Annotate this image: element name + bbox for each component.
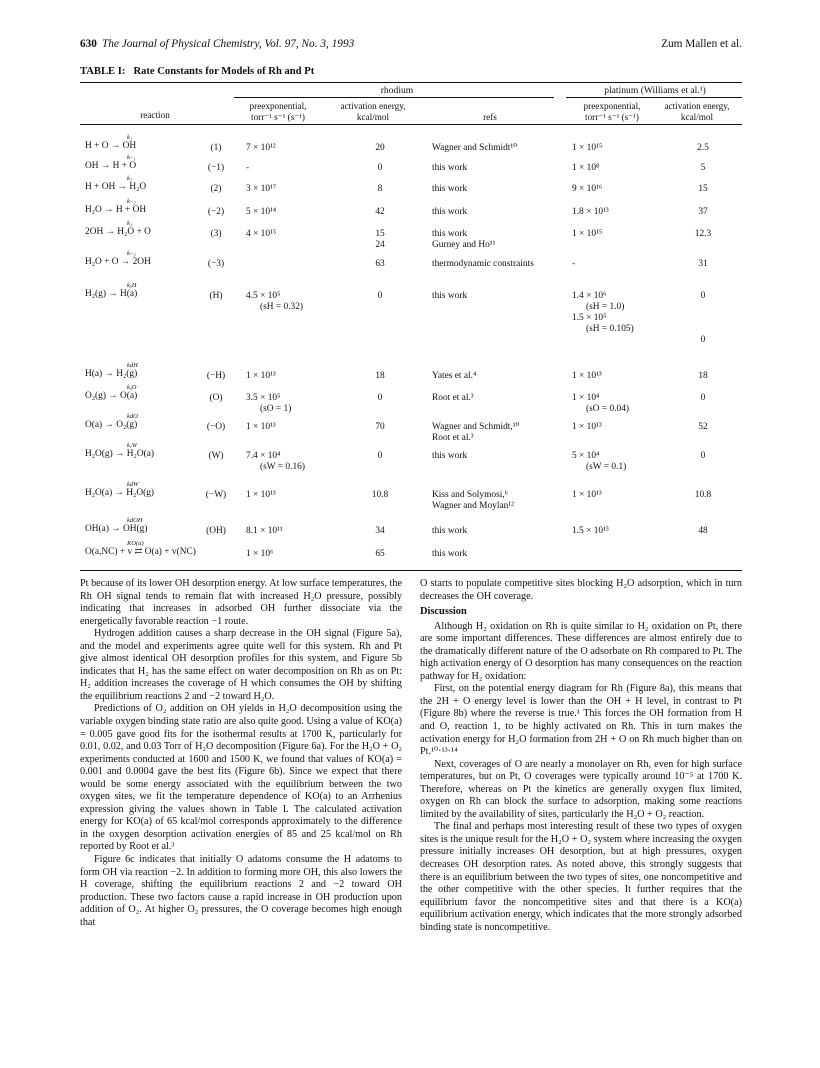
reference-line: thermodynamic constraints — [432, 259, 534, 269]
right-text-column — [420, 578, 742, 934]
left-paragraph-1: Pt because of its lower OH desorption energy. At low surface temperatures, the Rh OH signal tends to remain flat with increased H₂O pressure, possibly indicating that increases in adsorbed OH further dissociate via the energetically favorable reaction −1 route. — [80, 578, 402, 627]
group-header-rhodium: rhodium — [380, 85, 414, 96]
header-left — [80, 38, 354, 50]
reference — [432, 229, 582, 251]
pt-activation-energy-line: 48 — [698, 526, 708, 536]
reference-line: Root et al.³ — [432, 393, 474, 403]
table-label: TABLE I: — [80, 66, 126, 77]
pt-activation-energy — [667, 259, 739, 270]
reaction-equation: H₂(g) → H(a) — [85, 289, 138, 299]
pt-activation-energy — [667, 229, 739, 240]
rh-activation-energy — [345, 393, 415, 404]
reference — [432, 549, 582, 560]
pt-activation-energy-line: 0 — [700, 451, 706, 461]
reaction-number: (−2) — [207, 207, 225, 217]
rh-preexponential-line: 7.4 × 10⁴ — [246, 451, 281, 461]
pt-preexponential-line: 1.8 × 10¹³ — [572, 207, 609, 217]
reaction-equation: OH(a) → OH(g) — [85, 524, 148, 534]
rate-constant-symbol: k₋₁ — [127, 154, 136, 161]
rh-preexponential — [246, 526, 336, 537]
pt-activation-energy — [667, 371, 739, 382]
rate-constant-symbol: kdW — [127, 481, 139, 488]
pt-activation-energy — [667, 291, 739, 346]
rh-activation-energy-line: 63 — [375, 259, 385, 269]
pt-preexponential — [572, 184, 662, 195]
reference — [432, 490, 582, 512]
pt-preexponential — [572, 163, 662, 174]
col-header-rh-preexp-line1: preexponential, — [249, 101, 307, 111]
reaction-cell — [85, 175, 195, 193]
group-header-platinum: platinum (Williams et al.¹) — [604, 85, 706, 96]
pt-preexponential-line: (sH = 0.105) — [586, 324, 634, 334]
reference-line: Wagner and Moylan¹² — [432, 501, 514, 511]
pt-preexponential — [572, 490, 662, 501]
rh-activation-energy — [345, 259, 415, 270]
col-header-rh-preexp — [232, 101, 324, 123]
pt-preexponential-line: 1 × 10¹³ — [572, 490, 602, 500]
pt-activation-energy-line: 0 — [700, 335, 706, 345]
pt-activation-energy-line — [667, 302, 739, 313]
discussion-heading: Discussion — [420, 606, 467, 618]
rh-preexponential-line: 1 × 10¹³ — [246, 490, 276, 500]
rate-constant-symbol: kdOH — [127, 517, 143, 524]
rate-constant-symbol: KO(a) — [127, 540, 144, 547]
rh-preexponential-line: (sW = 0.16) — [260, 462, 305, 472]
rh-preexponential-line: 5 × 10¹⁴ — [246, 207, 277, 217]
rh-preexponential — [246, 393, 336, 415]
discussion-paragraph-2: First, on the potential energy diagram for Rh (Figure 8a), this means that the 2H + O energy level is lower than the OH + H level, in contrast to Pt (Figure 8b) where the reverse is true.¹ This forces the OH formation from H and O, reaction 1, to be highly activated on Rh. This in turn makes the activation energy for H₂O formation from 2H + O on Rh much higher than on Pt.¹⁰·¹³·¹⁴ — [420, 683, 742, 758]
reaction-cell — [85, 198, 195, 216]
rh-activation-energy — [345, 371, 415, 382]
col-header-pt-activation — [652, 101, 742, 123]
rh-preexponential-line: (sO = 1) — [260, 404, 292, 414]
reference-line: this work — [432, 291, 468, 301]
pt-activation-energy — [667, 490, 739, 501]
pt-activation-energy-line: 18 — [698, 371, 708, 381]
rh-preexponential-line: 3 × 10¹⁷ — [246, 184, 277, 194]
rate-constant-symbol: kₐH — [127, 282, 137, 289]
rh-activation-energy — [345, 184, 415, 195]
rh-preexponential-line: 3.5 × 10⁵ — [246, 393, 281, 403]
table-top-rule — [80, 82, 742, 83]
pt-activation-energy-line — [667, 313, 739, 324]
rh-preexponential — [246, 422, 336, 433]
col-header-rh-activation — [328, 101, 418, 123]
reference-line: Root et al.³ — [432, 433, 474, 443]
reaction-number: (−3) — [207, 259, 225, 269]
reaction-number: (−W) — [205, 490, 227, 500]
rh-activation-energy-line: 18 — [375, 371, 385, 381]
col-header-pt-activation-line2: kcal/mol — [680, 112, 714, 122]
reference-line: this work — [432, 184, 468, 194]
pt-preexponential — [572, 526, 662, 537]
reaction-equation: O(a) → O₂(g) — [85, 420, 138, 430]
rh-preexponential-line: 1 × 10⁶ — [246, 549, 274, 559]
reaction-equation: 2OH → H₂O + O — [85, 227, 151, 237]
reference-line: this work — [432, 207, 468, 217]
reference-line: this work — [432, 526, 468, 536]
reference-line: this work — [432, 451, 468, 461]
pt-preexponential-line: 1.5 × 10⁵ — [572, 313, 607, 323]
reference-line: Kiss and Solymosi,⁶ — [432, 490, 508, 500]
reference-line: this work — [432, 163, 468, 173]
reaction-number: (OH) — [206, 526, 226, 536]
pt-activation-energy-line: 37 — [698, 207, 708, 217]
rh-preexponential-line: - — [246, 163, 250, 173]
col-header-refs: refs — [483, 112, 497, 122]
rhodium-group-rule — [234, 97, 554, 98]
pt-preexponential — [572, 393, 662, 415]
rh-preexponential — [246, 451, 336, 473]
reaction-equation: H₂O(a) → H₂O(g) — [85, 488, 155, 498]
rh-activation-energy — [345, 163, 415, 174]
pt-activation-energy — [667, 451, 739, 462]
reaction-equation: O(a,NC) + v ⇄ O(a) + v(NC) — [85, 547, 196, 557]
reference — [432, 163, 582, 174]
pt-preexponential — [572, 143, 662, 154]
rh-activation-energy-line: 65 — [375, 549, 385, 559]
rate-constant-symbol: kdH — [127, 362, 138, 369]
pt-activation-energy-line: 0 — [700, 393, 706, 403]
rh-activation-energy-line: 0 — [377, 393, 383, 403]
pt-activation-energy — [667, 163, 739, 174]
pt-activation-energy-line: 5 — [700, 163, 706, 173]
table-body — [80, 134, 742, 566]
reference — [432, 291, 582, 302]
running-header — [80, 38, 742, 54]
reaction-number: (H) — [209, 291, 223, 301]
pt-preexponential-line: (sH = 1.0) — [586, 302, 625, 312]
reference — [432, 184, 582, 195]
reaction-cell — [85, 517, 195, 535]
rh-preexponential — [246, 371, 336, 382]
reaction-cell — [85, 154, 195, 172]
rh-activation-energy-line: 10.8 — [371, 490, 389, 500]
reaction-number: (3) — [210, 229, 222, 239]
discussion-paragraph-4: The final and perhaps most interesting result of these two types of oxygen sites is the unique result for the H₂O + O₂ system where increasing the oxygen pressure initially increases OH desorption, but at high pressures, oxygen decreases OH desorption rates. As noted above, this strongly suggests that there is an equilibrium between the two types of sites, one noncompetitive and the other competitive with the other species. It further requires that the equilibrium favor the noncompetitive sites and that there is a KO(a) equilibrium activation energy, which indicates that the more strongly adsorbed binding state is noncompetitive. — [420, 821, 742, 933]
table-title: Rate Constants for Models of Rh and Pt — [133, 66, 315, 77]
reference-line: Wagner and Schmidt,¹⁰ — [432, 422, 520, 432]
reaction-equation: OH → H + O — [85, 161, 137, 171]
reaction-cell — [85, 220, 195, 238]
rh-preexponential-line: 4 × 10¹⁵ — [246, 229, 277, 239]
col-header-rh-preexp-line2: torr⁻¹ s⁻¹ (s⁻¹) — [251, 112, 305, 122]
reaction-cell — [85, 134, 195, 152]
reaction-number: (−O) — [206, 422, 226, 432]
rh-preexponential-line: (sH = 0.32) — [260, 302, 304, 312]
pt-preexponential-line: 1 × 10¹³ — [572, 422, 602, 432]
pt-preexponential — [572, 451, 662, 473]
pt-activation-energy-line — [667, 324, 739, 335]
rate-constant-symbol: k₁ — [127, 134, 133, 141]
pt-preexponential-line: 1.4 × 10⁶ — [572, 291, 607, 301]
pt-activation-energy-line: 52 — [698, 422, 708, 432]
reference — [432, 451, 582, 462]
reference — [432, 143, 582, 154]
reaction-cell — [85, 282, 195, 300]
rh-activation-energy — [345, 143, 415, 154]
rate-constant-symbol: kₐW — [127, 442, 138, 449]
pt-preexponential-line: - — [572, 259, 576, 269]
rh-activation-energy — [345, 451, 415, 462]
rh-activation-energy — [345, 229, 415, 251]
right-lead-paragraph: O starts to populate competitive sites blocking H₂O adsorption, which in turn decreases the OH coverage. — [420, 578, 742, 602]
pt-activation-energy — [667, 526, 739, 537]
reaction-number: (−H) — [206, 371, 226, 381]
left-text-column — [80, 578, 402, 929]
rh-preexponential — [246, 143, 336, 154]
rh-activation-energy — [345, 291, 415, 302]
col-header-pt-preexp-line1: preexponential, — [583, 101, 641, 111]
pt-preexponential — [572, 229, 662, 240]
pt-activation-energy — [667, 207, 739, 218]
pt-activation-energy-line: 15 — [698, 184, 708, 194]
pt-activation-energy-line — [667, 549, 739, 560]
rate-constant-symbol: k₂ — [127, 175, 133, 182]
pt-activation-energy-line: 2.5 — [697, 143, 709, 153]
col-header-rh-activation-line1: activation energy, — [340, 101, 406, 111]
left-paragraph-3: Predictions of O₂ addition on OH yields in H₂O decomposition using the variable oxygen binding state ratio are also quite good. Using a value of KO(a) = 0.005 gave good fits for the isothermal results at 1700 K, particularly for 0.01, 0.02, and 0.03 Torr of H₂O decomposition (Figure 6a). For the H₂O + O₂ experiments conducted at 1600 and 1500 K, we found that values of KO(a) = 0.001 and 0.0004 gave the best fits (Figure 6b). Since we expect that there would be some energy associated with the equilibrium between the two oxygen sites, we fit the temperature dependence of KO(a) to an Arrhenius expression giving the values shown in Table I. The calculated activation energy for KO(a) of 65 kcal/mol corresponds approximately to the difference in the oxygen desorption activation energies of 85 and 25 kcal/mol on Rh reported by Root et al.³ — [80, 703, 402, 853]
reaction-cell — [85, 250, 195, 268]
reference-line: Gurney and Ho¹¹ — [432, 240, 496, 250]
rh-preexponential-line: 1 × 10¹³ — [246, 422, 276, 432]
pt-activation-energy-line: 0 — [700, 291, 706, 301]
pt-activation-energy — [667, 549, 739, 560]
rh-preexponential-line: 4.5 × 10⁵ — [246, 291, 281, 301]
pt-preexponential — [572, 422, 662, 433]
pt-preexponential-line: 1 × 10¹³ — [572, 371, 602, 381]
reaction-equation: H₂O(g) → H₂O(a) — [85, 449, 155, 459]
rh-preexponential-line: 8.1 × 10¹¹ — [246, 526, 283, 536]
table-caption — [80, 66, 314, 77]
reaction-cell — [85, 362, 195, 380]
reference — [432, 422, 582, 444]
pt-preexponential-line: 5 × 10⁴ — [572, 451, 600, 461]
table-header-rule — [80, 124, 742, 125]
reference — [432, 371, 582, 382]
reaction-number: (1) — [210, 143, 222, 153]
pt-preexponential-line: 9 × 10¹⁶ — [572, 184, 603, 194]
rh-preexponential-line: 7 × 10¹² — [246, 143, 276, 153]
pt-preexponential — [572, 371, 662, 382]
reaction-equation: H₂O → H + OH — [85, 205, 147, 215]
reaction-equation: H + OH → H₂O — [85, 182, 147, 192]
rh-activation-energy-line: 20 — [375, 143, 385, 153]
reaction-number: (2) — [210, 184, 222, 194]
pt-preexponential-line: 1 × 10¹⁵ — [572, 229, 603, 239]
pt-preexponential-line: (sO = 0.04) — [586, 404, 630, 414]
reaction-number: (W) — [208, 451, 224, 461]
col-header-pt-activation-line1: activation energy, — [664, 101, 730, 111]
rh-activation-energy-line: 8 — [377, 184, 383, 194]
pt-activation-energy — [667, 422, 739, 433]
reaction-cell — [85, 442, 195, 460]
rate-constant-symbol: kₐO — [127, 384, 137, 391]
col-header-reaction: reaction — [140, 110, 170, 120]
reaction-equation: H₂O + O → 2OH — [85, 257, 151, 267]
pt-preexponential-line: 1 × 10⁴ — [572, 393, 600, 403]
rh-preexponential — [246, 207, 336, 218]
rh-preexponential — [246, 549, 336, 560]
discussion-paragraph-1: Although H₂ oxidation on Rh is quite similar to H₂ oxidation on Pt, there are some important differences. These differences are almost entirely due to the dramatically different nature of the O adsorbate on Rh compared to Pt. The high activation energy of O desorption has many consequences on the reaction pathway for H₂ oxidation: — [420, 620, 742, 682]
rh-preexponential — [246, 163, 336, 174]
reference — [432, 526, 582, 537]
rh-activation-energy — [345, 207, 415, 218]
rh-preexponential — [246, 184, 336, 195]
discussion-paragraph-3: Next, coverages of O are nearly a monolayer on Rh, even for high surface temperatures, but on Pt, O coverages were typically around 10⁻⁵ at 1700 K. Therefore, whereas on Pt the kinetics are generally oxygen flux limited, oxygen on Rh can block the surface to adsorption, making some reactions limited by the availability of sites, particularly the H₂O + O₂ reaction. — [420, 758, 742, 820]
rh-activation-energy — [345, 526, 415, 537]
pt-activation-energy — [667, 143, 739, 154]
rate-constant-symbol: k₃ — [127, 220, 133, 227]
pt-activation-energy-line: 10.8 — [694, 490, 712, 500]
rh-activation-energy-line: 0 — [377, 291, 383, 301]
reaction-equation: O₂(g) → O(a) — [85, 391, 138, 401]
reaction-cell — [85, 481, 195, 499]
page-number: 630 — [80, 38, 97, 50]
rh-preexponential — [246, 291, 336, 313]
pt-preexponential-line: 1 × 10⁸ — [572, 163, 600, 173]
rh-preexponential — [246, 490, 336, 501]
reference-line: this work — [432, 229, 468, 239]
rh-preexponential-line: 1 × 10¹³ — [246, 371, 276, 381]
rate-constant-symbol: k₋₂ — [127, 198, 136, 205]
reaction-equation: H(a) → H₂(g) — [85, 369, 138, 379]
pt-activation-energy-line: 31 — [698, 259, 708, 269]
journal-citation: The Journal of Physical Chemistry, Vol. 97, No. 3, 1993 — [101, 38, 355, 50]
rh-activation-energy-line: 15 — [375, 229, 385, 239]
reaction-equation: H + O → OH — [85, 141, 137, 151]
col-header-pt-preexp — [566, 101, 658, 123]
rate-constant-symbol: k₋₃ — [127, 250, 136, 257]
reference-line: this work — [432, 549, 468, 559]
rh-activation-energy — [345, 422, 415, 433]
rh-activation-energy-line: 0 — [377, 451, 383, 461]
pt-activation-energy-line: 12.3 — [694, 229, 712, 239]
header-authors: Zum Mallen et al. — [661, 38, 742, 50]
reference-line: Wagner and Schmidt¹⁰ — [432, 143, 517, 153]
col-header-pt-preexp-line2: torr⁻¹ s⁻¹ (s⁻¹) — [585, 112, 639, 122]
reaction-cell — [85, 413, 195, 431]
reaction-cell — [85, 384, 195, 402]
rh-activation-energy-line: 0 — [377, 163, 383, 173]
left-paragraph-2: Hydrogen addition causes a sharp decrease in the OH signal (Figure 5a), and the model and experiments agree quite well for this system. Rh and Pt give almost identical OH desorption profiles for this system, and Figure 5b indicates that H₂ has the same effect on water decomposition on Rh as on Pt: H₂ addition increases the coverage of H which consumes the OH by shifting the equilibrium reactions 2 and −2 toward H₂O. — [80, 628, 402, 702]
rh-activation-energy-line: 42 — [375, 207, 385, 217]
col-header-rh-activation-line2: kcal/mol — [356, 112, 390, 122]
rh-activation-energy — [345, 490, 415, 501]
rh-activation-energy — [345, 549, 415, 560]
platinum-group-rule — [566, 97, 742, 98]
pt-activation-energy — [667, 393, 739, 404]
reaction-number: (O) — [209, 393, 223, 403]
pt-activation-energy — [667, 184, 739, 195]
pt-preexponential-line: 1 × 10¹⁵ — [572, 143, 603, 153]
pt-preexponential — [572, 259, 662, 270]
pt-preexponential-line: 1.5 × 10¹³ — [572, 526, 609, 536]
reference — [432, 259, 582, 270]
pt-preexponential — [572, 207, 662, 218]
reference-line: Yates et al.⁴ — [432, 371, 477, 381]
reaction-cell — [85, 540, 196, 558]
reference — [432, 207, 582, 218]
rh-preexponential — [246, 229, 336, 240]
rh-activation-energy-line: 24 — [375, 240, 385, 250]
pt-preexponential-line: (sW = 0.1) — [586, 462, 627, 472]
rh-activation-energy-line: 34 — [375, 526, 385, 536]
rh-activation-energy-line: 70 — [375, 422, 385, 432]
reaction-number: (−1) — [207, 163, 225, 173]
reference — [432, 393, 582, 404]
table-bottom-rule — [80, 570, 742, 571]
left-paragraph-4: Figure 6c indicates that initially O adatoms consume the H adatoms to form OH via reaction −2. In addition to forming more OH, this also lowers the H coverage, shifting the equilibrium reactions 2 and −2 toward OH production. These two factors cause a rapid increase in OH production upon addition of O₂. At higher O₂ pressures, the O coverage becomes high enough that — [80, 854, 402, 928]
pt-preexponential — [572, 291, 662, 335]
rate-constant-symbol: kdO — [127, 413, 138, 420]
